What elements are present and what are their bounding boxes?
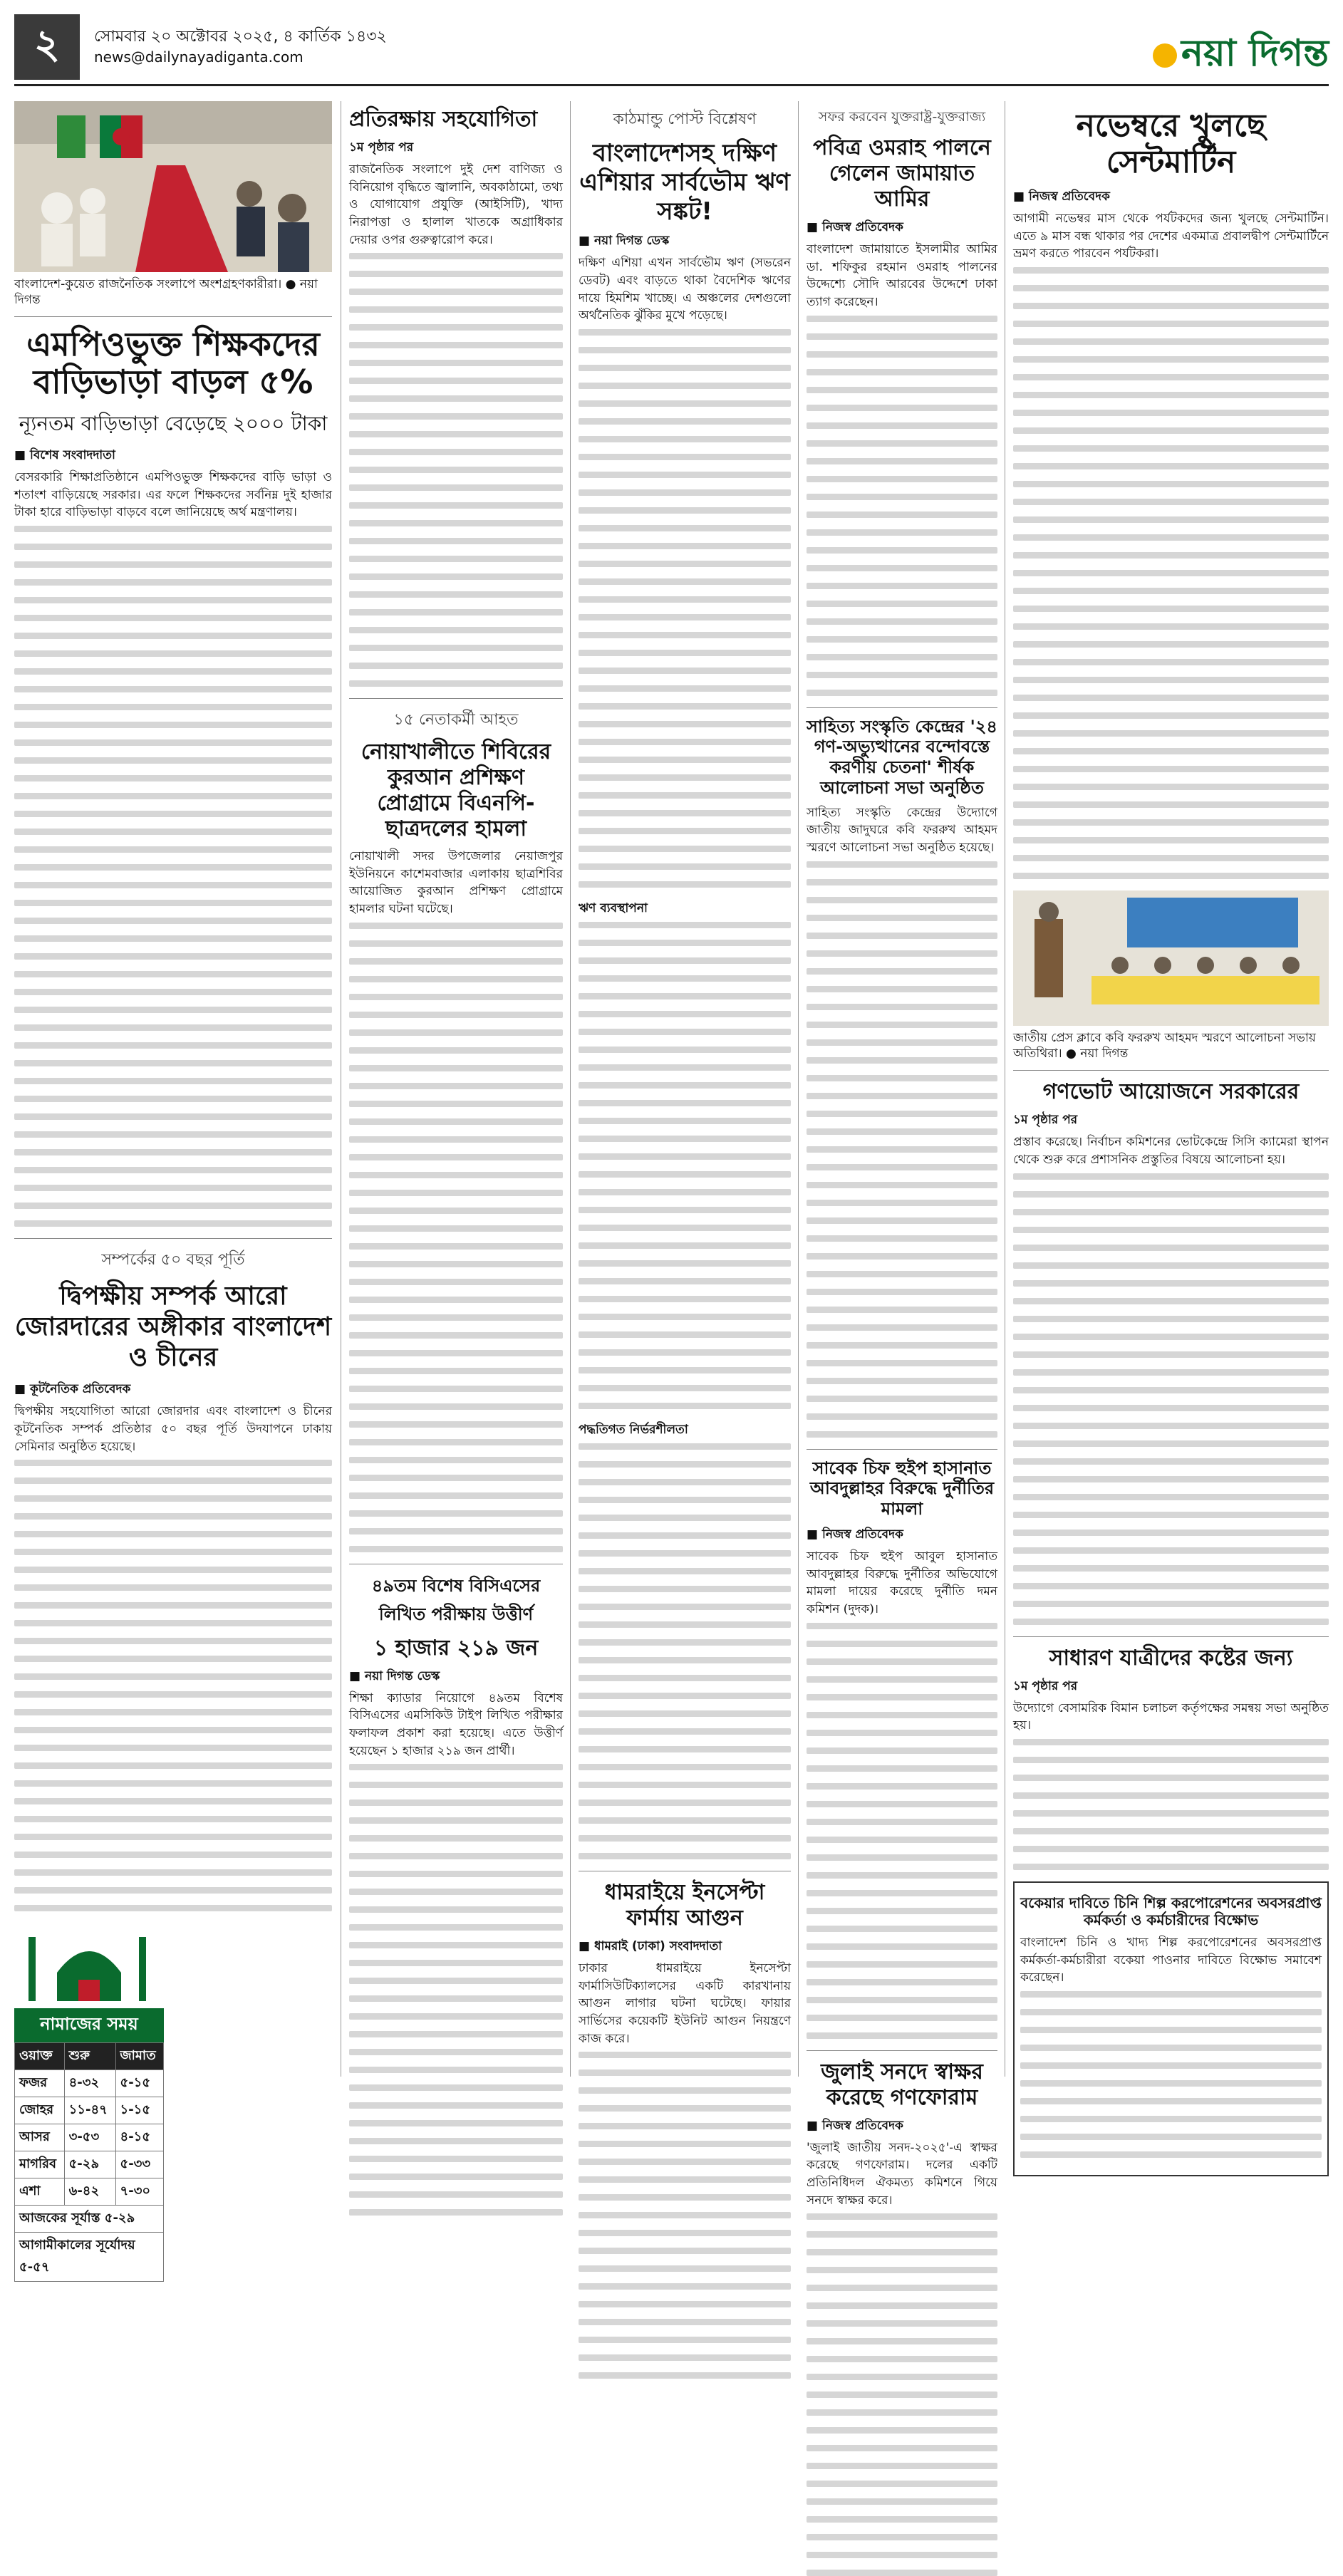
debt-subhead-1: ঋণ ব্যবস্থাপনা (579, 900, 648, 915)
noakhali-headline[interactable]: নোয়াখালীতে শিবিরের কুরআন প্রশিক্ষণ প্রোগ্রামে বিএনপি-ছাত্রদলের হামলা (361, 739, 551, 842)
bcs-body: শিক্ষা ক্যাডার নিয়োগে ৪৯তম বিশেষ বিসিএসের এমসিকিউ টাইপ লিখিত পরীক্ষার ফলাফল প্রকাশ করা হয়েছে। এতে উত্তীর্ণ হয়েছেন ১ হাজার ২১৯ জন প্রার্থী। (349, 1690, 563, 1758)
lead-byline: ■ বিশেষ সংবাদদাতা (14, 447, 115, 462)
table-row: ফজর ৪-৩২ ৫-১৫ (15, 2070, 164, 2097)
photo-caption: বাংলাদেশ-কুয়েত রাজনৈতিক সংলাপে অংশগ্রহণকারীরা। ● নয়া দিগন্ত (14, 277, 318, 308)
referendum-headline[interactable]: গণভোট আয়োজনে সরকারের (1042, 1079, 1300, 1105)
sugar-body: বাংলাদেশ চিনি ও খাদ্য শিল্প করপোরেশনের অবসরপ্রাপ্ত কর্মকর্তা-কর্মচারীরা বকেয়া পাওনার দাবিতে বিক্ষোভ সমাবেশ করেছেন। (1020, 1935, 1322, 1985)
passenger-headline[interactable]: সাধারণ যাত্রীদের কষ্টের জন্য (1049, 1645, 1293, 1671)
fire-byline: ■ ধামরাই (ঢাকা) সংবাদদাতা (579, 1938, 722, 1953)
bcs-headline[interactable]: ১ হাজার ২১৯ জন (373, 1635, 539, 1661)
china-kicker: সম্পর্কের ৫০ বছর পূর্তি (101, 1250, 245, 1269)
referendum-continued-label: ১ম পৃষ্ঠার পর (1013, 1113, 1078, 1128)
prayer-time-box (14, 1923, 164, 2282)
column-rule (798, 101, 799, 2077)
saintmartin-body: আগামী নভেম্বর মাস থেকে পর্যটকদের জন্য খুলছে সেন্টমার্টিন। এতে ৯ মাস বন্ধ থাকার পর দেশের একমাত্র প্রবালদ্বীপ সেন্টমার্টিনে ভ্রমণ করতে পারবেন পর্যটকরা। (1013, 212, 1329, 261)
debt-body-continued (579, 922, 791, 1409)
umrah-kicker: সফর করবেন যুক্তরাষ্ট্র-যুক্তরাজ্য (818, 109, 986, 125)
umrah-byline: ■ নিজস্ব প্রতিবেদক (807, 220, 903, 234)
umrah-headline[interactable]: পবিত্র ওমরাহ পালনে গেলেন জামায়াত আমির (813, 135, 991, 212)
sugar-corp-box (1013, 1881, 1329, 2176)
noakhali-body-continued (349, 923, 563, 1552)
umrah-body: বাংলাদেশ জামায়াতে ইসলামীর আমির ডা. শফিকুর রহমান ওমরাহ পালনের উদ্দেশ্যে সৌদি আরবের উদ্দেশে ঢাকা ত্যাগ করেছেন। (807, 242, 997, 309)
column-4 (807, 101, 997, 2208)
china-byline: ■ কূটনৈতিক প্রতিবেদক (14, 1382, 131, 1397)
gonoforum-body: 'জুলাই জাতীয় সনদ-২০২৫'-এ স্বাক্ষর করেছে গণফোরাম। দলের একটি প্রতিনিধিদল ঐকমত্য কমিশনে গিয়ে সনদে স্বাক্ষর করে। (807, 2140, 997, 2208)
table-row: এশা ৬-৪২ ৭-৩০ (15, 2178, 164, 2206)
news-photo-kuwait-talks (14, 101, 332, 272)
photo-caption: জাতীয় প্রেস ক্লাবে কবি ফররুখ আহমদ স্মরণে আলোচনা সভায় অতিথিরা। ● নয়া দিগন্ত (1013, 1031, 1316, 1061)
column-1 (14, 101, 332, 2275)
bcs-kicker: ৪৯তম বিশেষ বিসিএসের লিখিত পরীক্ষায় উত্তীর্ণ (371, 1575, 541, 1624)
sun-icon (1153, 43, 1177, 68)
china-headline[interactable]: দ্বিপক্ষীয় সম্পর্ক আরো জোরদারের অঙ্গীকার বাংলাদেশ ও চীনের (14, 1281, 332, 1373)
news-photo-press-club (1013, 890, 1329, 1026)
china-body: দ্বিপক্ষীয় সহযোগিতা আরো জোরদার এবং বাংলাদেশ ও চীনের কূটনৈতিক সম্পর্ক প্রতিষ্ঠার ৫০ বছর পূর্তি উদযাপনে ঢাকায় সেমিনার অনুষ্ঠিত হয়েছে। (14, 1404, 332, 1454)
email-link[interactable]: news@dailynayadiganta.com (94, 48, 304, 66)
lead-subheadline: ন্যূনতম বাড়িভাড়া বেড়েছে ২০০০ টাকা (19, 411, 328, 435)
hasanat-body: সাবেক চিফ হুইপ আবুল হাসানাত আবদুল্লাহর বিরুদ্ধে দুর্নীতির অভিযোগে মামলা দায়ের করেছে দুর্নীতি দমন কমিশন (দুদক)। (807, 1549, 997, 1616)
saintmartin-headline[interactable]: নভেম্বরে খুলছে সেন্টমার্টিন (1076, 108, 1266, 180)
seminar-photo-icon (1013, 890, 1329, 1026)
referendum-body-continued (1013, 1173, 1329, 1625)
sugar-headline[interactable]: বকেয়ার দাবিতে চিনি শিল্প করপোরেশনের অবসরপ্রাপ্ত কর্মকর্তা ও কর্মচারীদের বিক্ষোভ (1020, 1894, 1322, 1928)
sugar-body-continued (1020, 1991, 1322, 2158)
fire-body-continued (579, 2052, 791, 2379)
fire-headline[interactable]: ধামরাইয়ে ইনসেপ্টা ফার্মায় আগুন (604, 1879, 765, 1931)
debt-body-continued (579, 329, 791, 888)
lead-body-continued (14, 526, 332, 1227)
saintmartin-body-continued (1013, 267, 1329, 879)
saintmartin-byline: ■ নিজস্ব প্রতিবেদক (1013, 189, 1110, 204)
column-5 (1013, 101, 1329, 2077)
gonoforum-headline[interactable]: জুলাই সনদে স্বাক্ষর করেছে গণফোরাম (821, 2059, 983, 2110)
literature-headline[interactable]: সাহিত্য সংস্কৃতি কেন্দ্রের '২৪ গণ-অভ্যুত্থানের বন্দোবস্তে করণীয় চেতনা' শীর্ষক আলোচনা সভা অনুষ্ঠিত (807, 716, 997, 798)
literature-body-continued (807, 861, 997, 1438)
lead-body: বেসরকারি শিক্ষাপ্রতিষ্ঠানে এমপিওভুক্ত শিক্ষকদের বাড়ি ভাড়া ও শতাংশ বাড়িয়েছে সরকার। এর ফলে শিক্ষকদের সর্বনিম্ন দুই হাজার টাকা হারে বাড়িভাড়া বাড়বে বলে জানিয়েছে অর্থ মন্ত্রণালয়। (14, 469, 332, 520)
defense-continued-label: ১ম পৃষ্ঠার পর (349, 140, 414, 155)
bcs-body-continued (349, 1764, 563, 2216)
hasanat-byline: ■ নিজস্ব প্রতিবেদক (807, 1527, 903, 1542)
prayer-time-title: নামাজের সময় (14, 2008, 164, 2042)
noakhali-kicker: ১৫ নেতাকর্মী আহত (393, 711, 519, 729)
passenger-body: উদ্যোগে বেসামরিক বিমান চলাচল কর্তৃপক্ষের সমন্বয় সভা অনুষ্ঠিত হয়। (1013, 1700, 1329, 1733)
debt-headline[interactable]: বাংলাদেশসহ দক্ষিণ এশিয়ার সার্বভৌম ঋণ সঙ্কট! (579, 139, 790, 226)
mosque-icon (14, 1923, 164, 2008)
masthead (14, 14, 1329, 86)
debt-body-continued (579, 1443, 791, 1859)
dateline: সোমবার ২০ অক্টোবর ২০২৫, ৪ কার্তিক ১৪৩২ (94, 28, 387, 46)
gonoforum-byline: ■ নিজস্ব প্রতিবেদক (807, 2118, 903, 2133)
debt-kicker: কাঠমান্ডু পোস্ট বিশ্লেষণ (613, 110, 757, 128)
passenger-body-continued (1013, 1739, 1329, 1870)
defense-body: রাজনৈতিক সংলাপে দুই দেশ বাণিজ্য ও বিনিয়োগ বৃদ্ধিতে জ্বালানি, অবকাঠামো, তথ্য ও যোগাযোগ প্রযুক্তি (আইসিটি), খাদ্য নিরাপত্তা ও হালাল খাতকে অগ্রাধিকার দেয়ার ওপর গুরুত্বারোপ করে। (349, 162, 563, 247)
gonoforum-body-continued (807, 2213, 997, 2576)
lead-headline[interactable]: এমপিওভুক্ত শিক্ষকদের বাড়িভাড়া বাড়ল ৫% (26, 325, 320, 402)
hasanat-headline[interactable]: সাবেক চিফ হুইপ হাসানাত আবদুল্লাহর বিরুদ্ধে দুর্নীতির মামলা (809, 1458, 995, 1520)
debt-subhead-2: পদ্ধতিগত নির্ভরশীলতা (579, 1422, 688, 1437)
prayer-time-table: ওয়াক্ত শুরু জামাত ফজর ৪-৩২ ৫-১৫ জোহর ১১-৪৭ ১-১৫ আসর ৩-৫৩ ৪-১৫ মাগরিব ৫-২৯ ৫-৩৩ এশা ৬-৪২ ৭-৩০ আজকের সূর্যাস্ত ৫-২৯ আগামীকালের সূর্যোদয় ৫-৫৭ (14, 2042, 164, 2282)
debt-byline: ■ নয়া দিগন্ত ডেস্ক (579, 234, 670, 249)
noakhali-body: নোয়াখালী সদর উপজেলার নেয়াজপুর ইউনিয়নে কাশেমবাজার এলাকায় ছাত্রশিবির আয়োজিত কুরআন প্রশিক্ষণ প্রোগ্রামে হামলার ঘটনা ঘটেছে। (349, 849, 563, 917)
debt-body: দক্ষিণ এশিয়া এখন সার্বভৌম ঋণ (সভরেন ডেবট) এবং বাড়তে থাকা বৈদেশিক ঋণের দায়ে হিমশিম খাচ্ছে। এ অঞ্চলের দেশগুলো অর্থনৈতিক ঝুঁকির মুখে পড়েছে। (579, 256, 791, 323)
literature-body: সাহিত্য সংস্কৃতি কেন্দ্রের উদ্যোগে জাতীয় জাদুঘরে কবি ফররুখ আহমদ স্মরণে আলোচনা সভা অনুষ্ঠিত হয়েছে। (807, 805, 997, 856)
defense-headline[interactable]: প্রতিরক্ষায় সহযোগিতা (349, 107, 538, 132)
table-row: মাগরিব ৫-২৯ ৫-৩৩ (15, 2151, 164, 2178)
column-2 (349, 101, 563, 2077)
column-3 (579, 101, 791, 2077)
china-body-continued (14, 1460, 332, 1911)
table-row: আসর ৩-৫৩ ৪-১৫ (15, 2124, 164, 2151)
page-number: ২ (14, 14, 80, 80)
hasanat-body-continued (807, 1623, 997, 2039)
umrah-body-continued (807, 316, 997, 696)
bcs-byline: ■ নয়া দিগন্ত ডেস্ক (349, 1668, 440, 1683)
fire-body: ঢাকার ধামরাইয়ে ইনসেপ্টা ফার্মাসিউটিক্যালসের একটি কারখানায় আগুন লাগার ঘটনা ঘটেছে। ফায়ার সার্ভিসের কয়েকটি ইউনিট আগুন নিয়ন্ত্রণে কাজ করে। (579, 1960, 791, 2046)
table-row: জোহর ১১-৪৭ ১-১৫ (15, 2097, 164, 2124)
defense-body-continued (349, 253, 563, 687)
meeting-photo-icon (14, 101, 332, 272)
passenger-continued-label: ১ম পৃষ্ঠার পর (1013, 1678, 1078, 1693)
column-rule (570, 101, 571, 2077)
newspaper-logo: নয়া দিগন্ত (1153, 24, 1329, 86)
referendum-body: প্রস্তাব করেছে। নির্বাচন কমিশনের ভোটকেন্দ্রে সিসি ক্যামেরা স্থাপন থেকে শুরু করে প্রশাসনিক প্রস্তুতির বিষয়ে আলোচনা হয়। (1013, 1135, 1329, 1167)
